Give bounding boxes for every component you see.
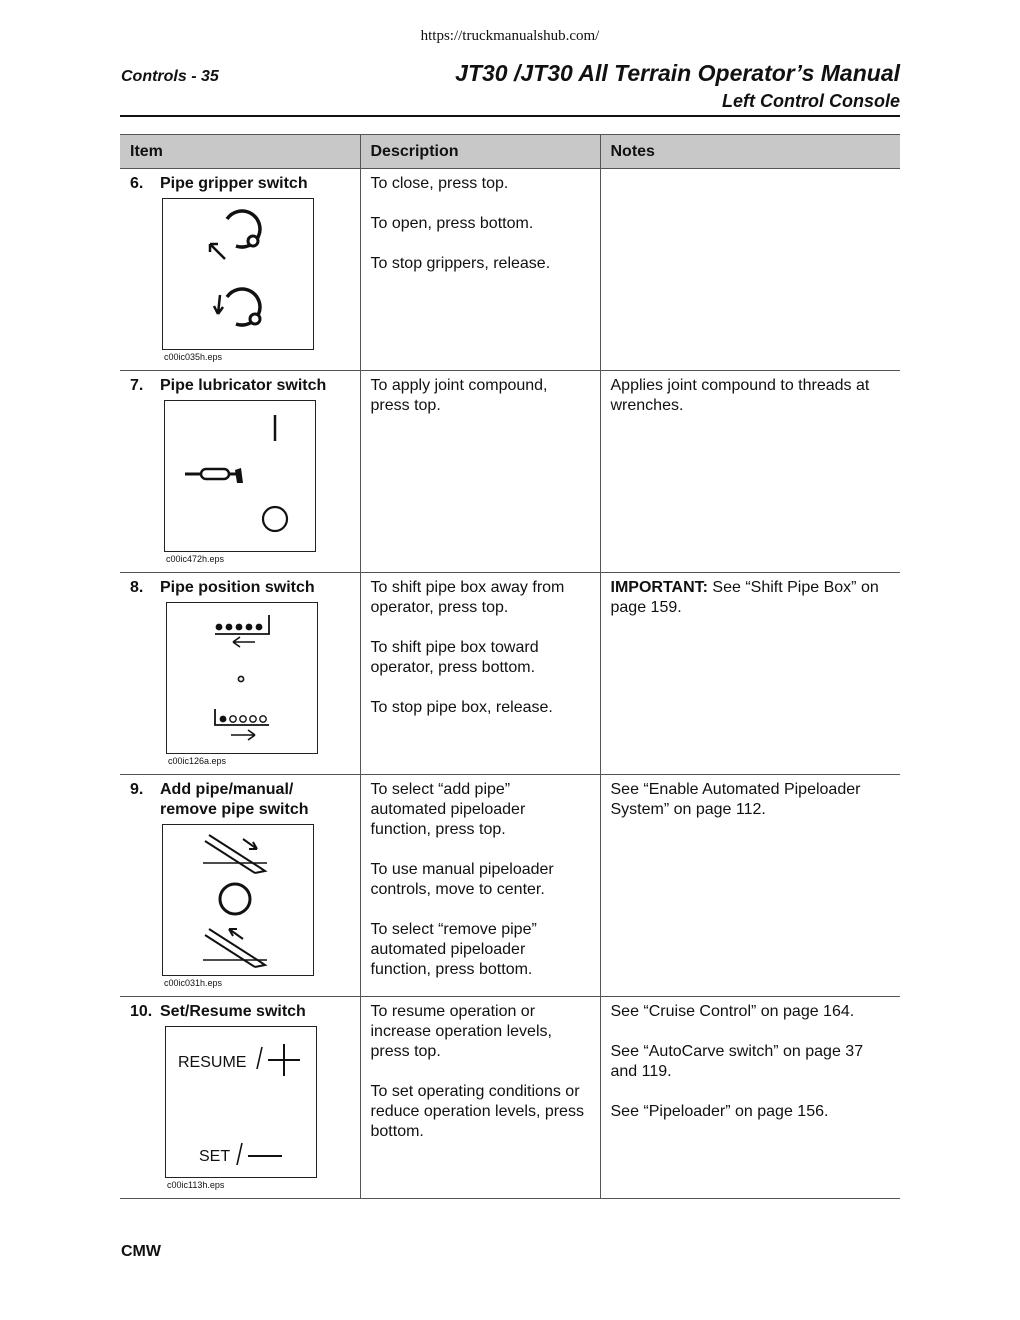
item-number: 6. <box>130 175 144 192</box>
description-cell <box>360 169 600 371</box>
item-number: 7. <box>130 377 144 394</box>
pipe-lubricator-switch-icon <box>164 400 316 552</box>
source-url: https://truckmanualshub.com/ <box>420 28 600 44</box>
description-text: To stop grippers, release. <box>370 255 551 272</box>
description-text: To select “remove pipe” automated pipeloader function, press bottom. <box>370 921 537 978</box>
notes-cell <box>600 573 900 775</box>
item-cell <box>120 775 360 997</box>
description-text: To shift pipe box toward operator, press bottom. <box>370 639 539 676</box>
description-cell <box>360 371 600 573</box>
item-number: 9. <box>130 781 144 798</box>
notes-text: See “AutoCarve switch” on page 37 and 119. <box>610 1043 864 1080</box>
description-text: To set operating conditions or reduce operation levels, press bottom. <box>370 1083 584 1140</box>
section-title: Left Control Console <box>722 91 900 111</box>
notes-text: Applies joint compound to threads at wrenches. <box>610 377 870 414</box>
item-cell <box>120 371 360 573</box>
table-row <box>120 997 900 1199</box>
item-number: 8. <box>130 579 144 596</box>
figure-filename: c00ic472h.eps <box>166 554 225 564</box>
description-text: To open, press bottom. <box>370 215 534 232</box>
notes-text: See “Cruise Control” on page 164. <box>610 1003 855 1020</box>
column-header-description: Description <box>360 135 600 169</box>
item-name: Add pipe/manual/ remove pipe switch <box>160 781 309 818</box>
figure-filename: c00ic113h.eps <box>167 1180 225 1190</box>
item-number: 10. <box>130 1003 153 1020</box>
figure-filename: c00ic035h.eps <box>164 352 223 362</box>
item-cell <box>120 169 360 371</box>
description-cell <box>360 775 600 997</box>
item-name: Pipe lubricator switch <box>160 377 327 394</box>
page-label: Controls - 35 <box>121 68 219 85</box>
add-remove-pipe-switch-icon <box>162 824 314 976</box>
controls-table <box>120 134 900 1199</box>
column-header-notes: Notes <box>600 135 900 169</box>
notes-cell <box>600 997 900 1199</box>
table-row <box>120 775 900 997</box>
notes-cell <box>600 775 900 997</box>
set-resume-switch-icon <box>165 1026 317 1178</box>
description-text: To stop pipe box, release. <box>370 699 553 716</box>
header-divider <box>120 115 900 117</box>
notes-text: See “Enable Automated Pipeloader System” on page 112. <box>610 781 861 818</box>
notes-text: See “Pipeloader” on page 156. <box>610 1103 829 1120</box>
item-name: Pipe position switch <box>160 579 315 596</box>
description-text: To use manual pipeloader controls, move to center. <box>370 861 554 898</box>
description-text: To apply joint compound, press top. <box>370 377 548 414</box>
description-cell <box>360 573 600 775</box>
table-row <box>120 371 900 573</box>
table-row <box>120 169 900 371</box>
table-row <box>120 573 900 775</box>
manual-title: JT30 /JT30 All Terrain Operator’s Manual <box>455 60 900 86</box>
pipe-gripper-switch-icon <box>162 198 314 350</box>
description-cell <box>360 997 600 1199</box>
pipe-position-switch-icon <box>166 602 318 754</box>
table-header-row <box>120 135 900 169</box>
description-text: To select “add pipe” automated pipeloader function, press top. <box>370 781 526 838</box>
item-name: Pipe gripper switch <box>160 175 308 192</box>
description-text: To resume operation or increase operation levels, press top. <box>370 1003 552 1060</box>
figure-filename: c00ic126a.eps <box>168 756 227 766</box>
important-label: IMPORTANT: <box>610 579 708 596</box>
notes-cell <box>600 169 900 371</box>
column-header-item: Item <box>120 135 360 169</box>
notes-text <box>611 578 891 618</box>
figure-filename: c00ic031h.eps <box>164 978 223 988</box>
resume-label: RESUME <box>178 1054 247 1071</box>
item-cell <box>120 573 360 775</box>
item-cell <box>120 997 360 1199</box>
notes-text-body: See “Shift Pipe Box” on page 159. <box>610 579 879 616</box>
description-text: To shift pipe box away from operator, press top. <box>370 579 565 616</box>
footer-label: CMW <box>121 1243 161 1260</box>
set-label: SET <box>199 1148 231 1165</box>
description-text: To close, press top. <box>370 175 509 192</box>
notes-cell <box>600 371 900 573</box>
item-name: Set/Resume switch <box>160 1003 306 1020</box>
